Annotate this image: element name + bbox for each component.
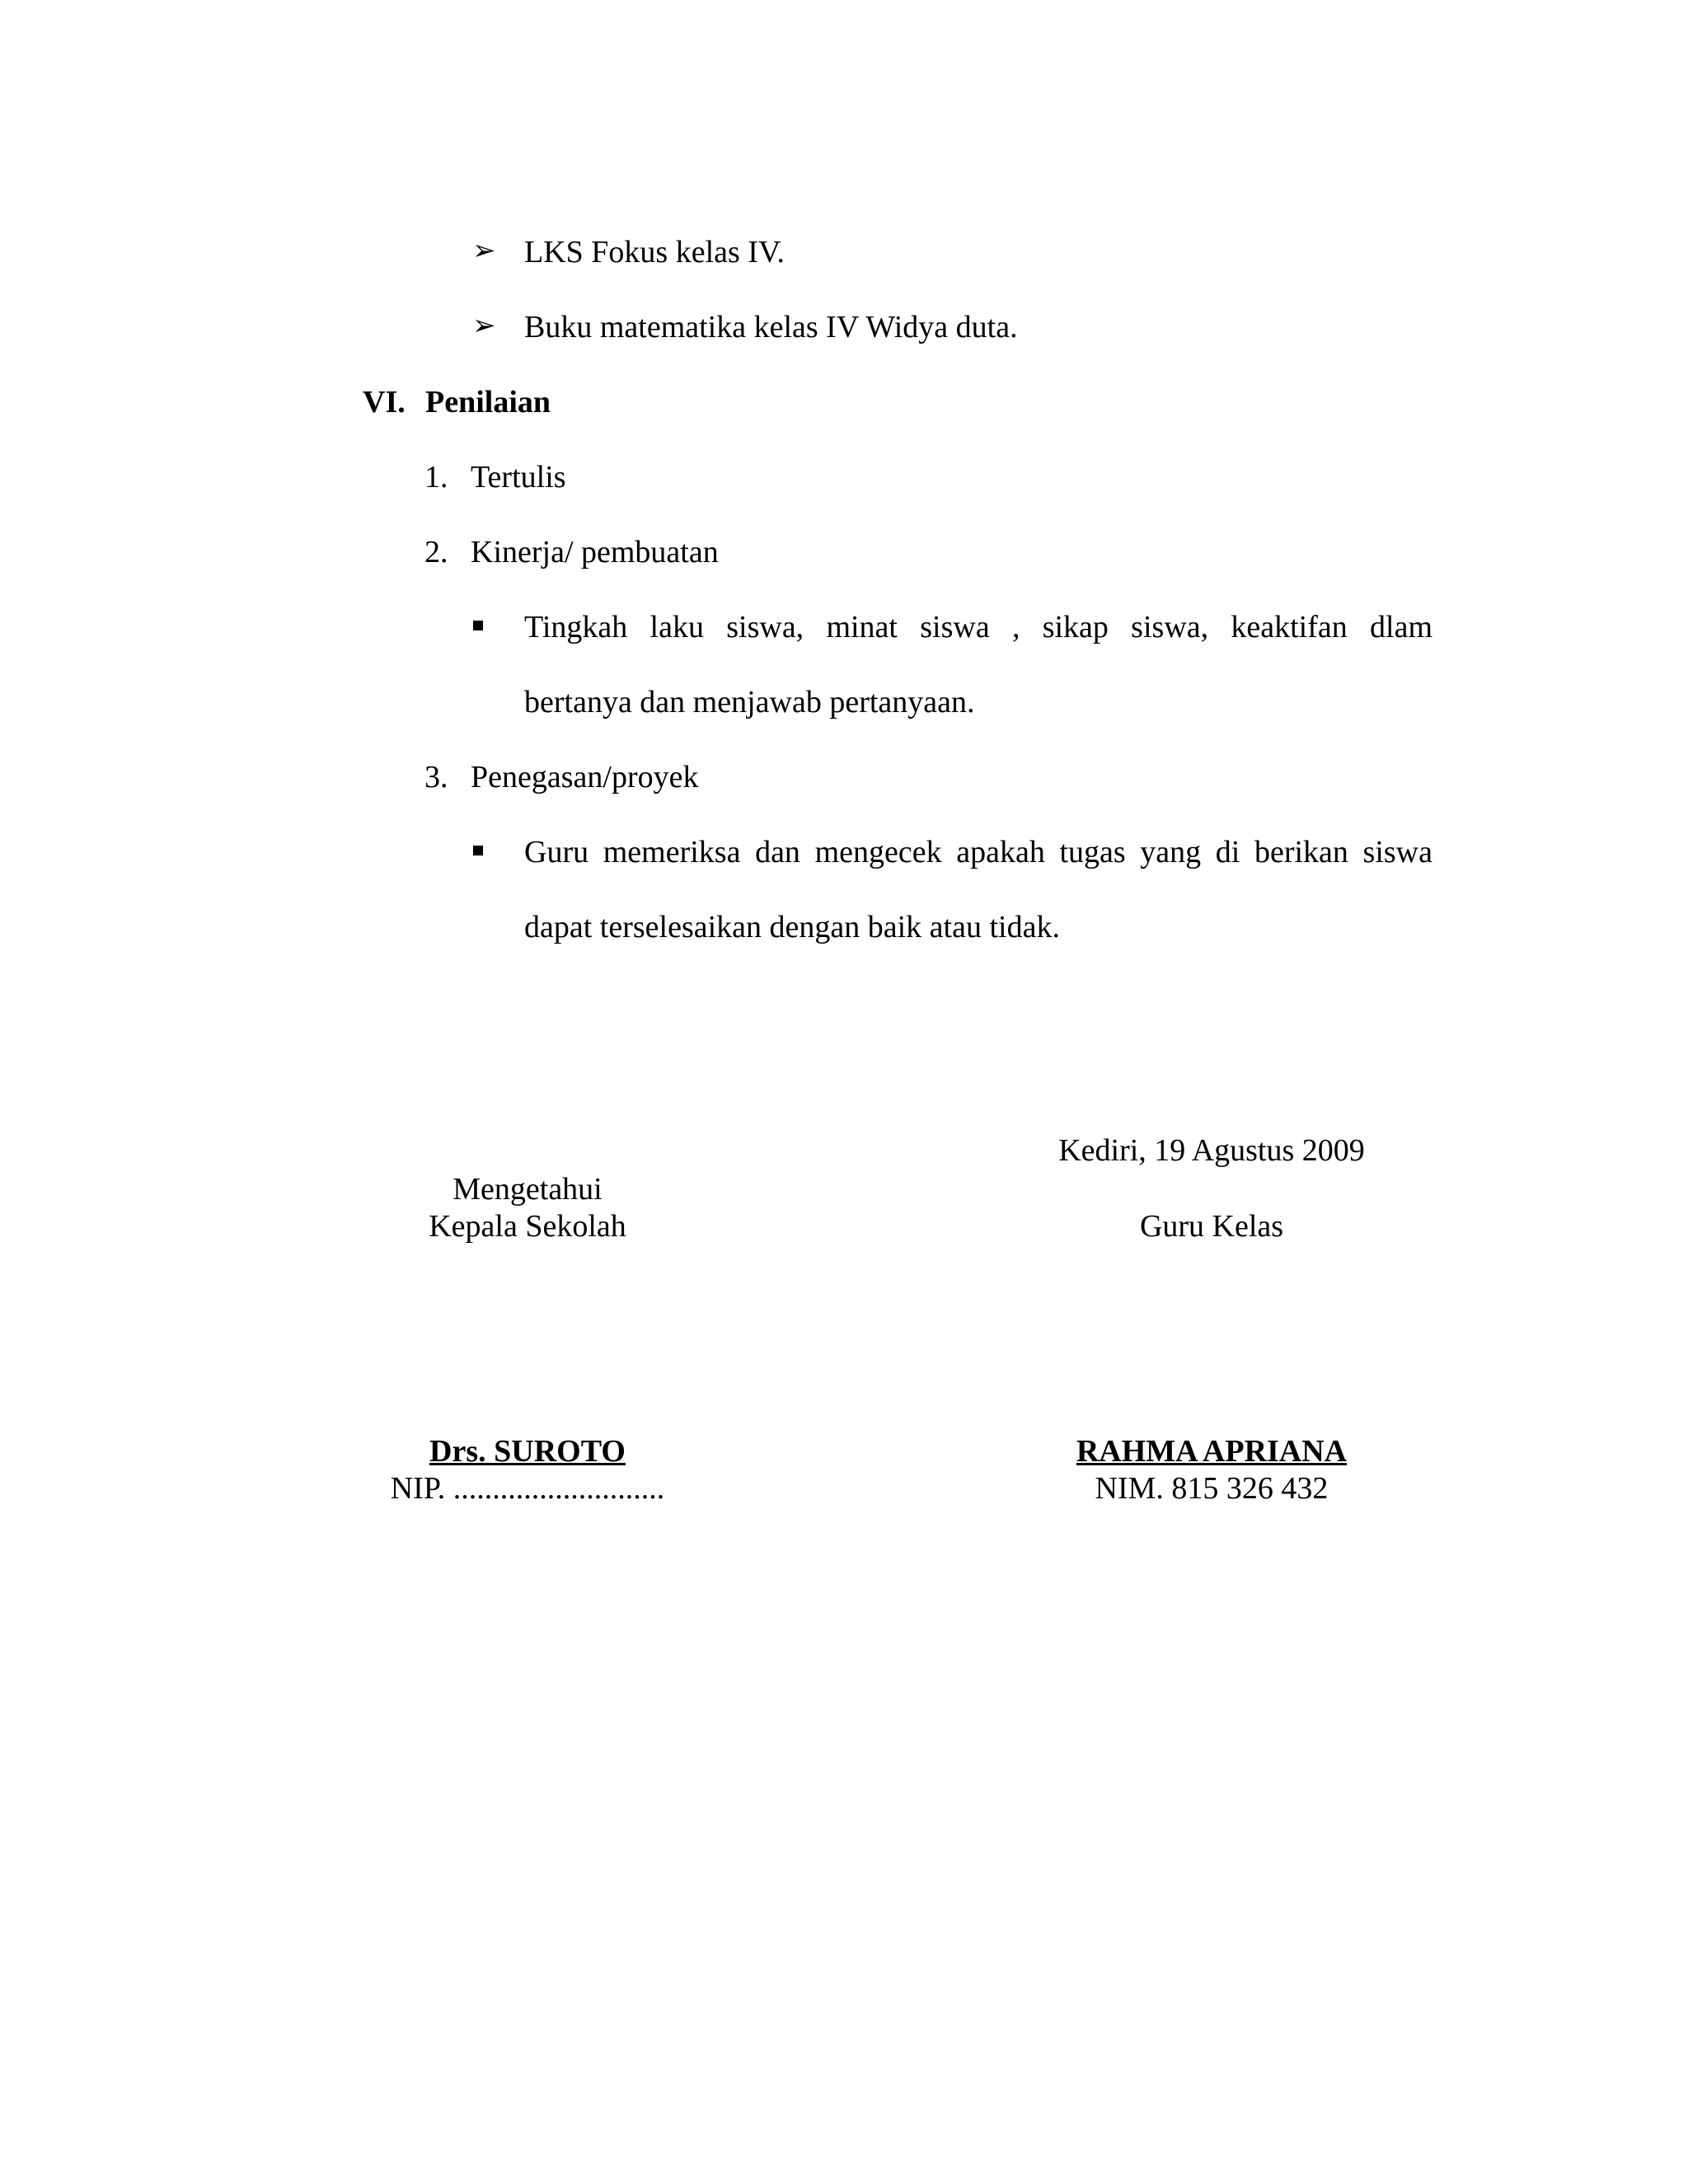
- arrow-bullet-icon: ➢: [472, 236, 496, 266]
- detail-line: Guru memeriksa dan mengecek apakah tugas yang di berikan siswa: [524, 835, 1432, 869]
- square-bullet-icon: [473, 846, 483, 855]
- detail-line: Tingkah laku siswa, minat siswa , sikap siswa, keaktifan dlam: [524, 610, 1432, 644]
- square-bullet-icon: [473, 621, 483, 630]
- list-item-number: 3.: [424, 760, 448, 794]
- acknowledged-label: Mengetahui: [452, 1172, 603, 1207]
- list-item-label: Kinerja/ pembuatan: [471, 535, 719, 569]
- bullet-text-buku: Buku matematika kelas IV Widya duta.: [524, 310, 1018, 344]
- list-item-number: 2.: [424, 535, 448, 569]
- section-numeral: VI.: [363, 385, 406, 419]
- list-item-label: Penegasan/proyek: [471, 760, 699, 794]
- place-date: Kediri, 19 Agustus 2009: [1058, 1133, 1365, 1168]
- bullet-text-lks: LKS Fokus kelas IV.: [524, 235, 785, 269]
- teacher-name: RAHMA APRIANA: [1076, 1434, 1348, 1469]
- principal-name-container: [313, 1436, 742, 1467]
- teacher-name-container: [997, 1436, 1426, 1467]
- principal-title: Kepala Sekolah: [429, 1209, 626, 1244]
- teacher-title: Guru Kelas: [1139, 1209, 1284, 1244]
- detail-line: dapat terselesaikan dengan baik atau tidak.: [524, 910, 1060, 944]
- principal-nip: NIP. ...........................: [390, 1471, 665, 1506]
- detail-line: bertanya dan menjawab pertanyaan.: [524, 685, 975, 719]
- teacher-nim: NIM. 815 326 432: [1095, 1471, 1329, 1506]
- list-item-number: 1.: [424, 460, 448, 494]
- principal-name: Drs. SUROTO: [429, 1434, 626, 1469]
- section-title: Penilaian: [425, 385, 551, 419]
- arrow-bullet-icon: ➢: [472, 311, 496, 341]
- list-item-label: Tertulis: [471, 460, 566, 494]
